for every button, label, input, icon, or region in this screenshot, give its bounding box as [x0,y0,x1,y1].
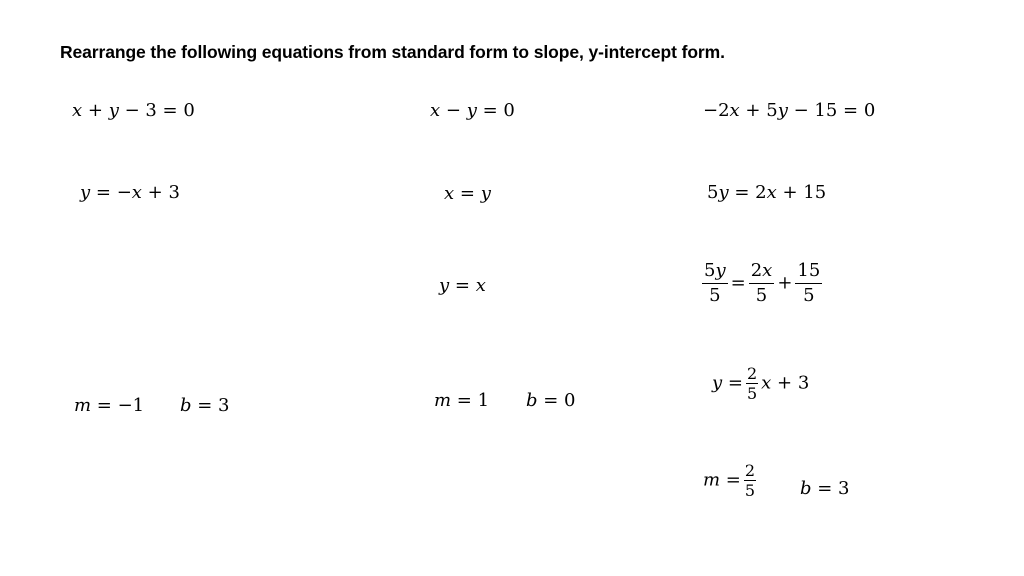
fraction-2-over-5 [746,366,758,401]
col3-isolated-y-equation: 5y = 2x + 15 [707,182,827,203]
fraction-2-over-5 [744,463,756,498]
equation-rhs: x + 3 [761,372,810,394]
col3-slope-intercept-equation [712,366,809,401]
col3-intercept: b = 3 [800,478,850,499]
equals-sign: = [730,272,746,294]
col3-standard-form-equation: −2x + 5y − 15 = 0 [703,100,876,121]
col2-rearranged-equation: x = y [444,183,491,204]
col1-intercept: b = 3 [180,395,230,416]
fraction-2x-over-5 [749,262,775,305]
fraction-denominator: 5 [803,285,815,306]
equation-lhs: y = [712,372,743,394]
col1-standard-form-equation: x + y − 3 = 0 [72,100,195,121]
col2-intercept: b = 0 [526,390,576,411]
col1-slope: m = −1 [74,395,145,416]
fraction-numerator: 5y [702,262,728,284]
col2-slope: m = 1 [434,390,490,411]
plus-sign: + [777,272,793,294]
fraction-denominator: 5 [709,285,721,306]
col2-slope-intercept-equation: y = x [439,275,486,296]
fraction-numerator: 2 [744,461,756,480]
fraction-numerator: 2 [746,364,758,383]
fraction-5y-over-5 [702,262,728,305]
slope-lhs: m = [703,469,741,491]
col2-standard-form-equation: x − y = 0 [430,100,515,121]
fraction-denominator: 5 [746,384,758,403]
page-title: Rearrange the following equations from standard form to slope, y-intercept form. [60,42,725,62]
col1-slope-intercept-equation: y = −x + 3 [80,182,180,203]
fraction-numerator: 2x [749,262,775,284]
fraction-denominator: 5 [755,285,768,306]
col3-slope [703,463,759,498]
col3-divided-equation [699,262,825,305]
fraction-numerator: 15 [795,262,822,284]
fraction-15-over-5 [795,262,822,305]
fraction-denominator: 5 [744,481,756,500]
